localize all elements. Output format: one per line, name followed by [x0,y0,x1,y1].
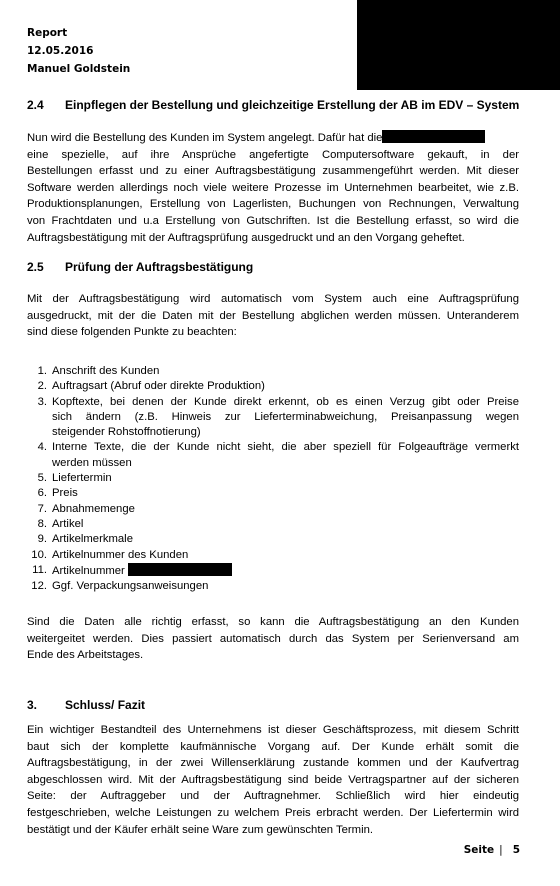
list-text: Artikelmerkmale [52,533,133,546]
redaction-bar [128,563,232,576]
list-number: 3. [37,395,47,408]
text-line: von Frachtdaten und u.a Erstellung von Gutschriften. Ist die Bestellung erfasst, so wird die [27,214,519,227]
text-line: eine spezielle, auf ihre Ansprüche angefertigte Computersoftware gekauft, in der [27,148,519,161]
text-line: Sind die Daten alle richtig erfasst, so kann die Auftragsbestätigung an den Kunden [27,616,519,628]
list-item [27,364,519,379]
section-number: 2.4 [27,98,44,112]
text-line: Nun wird die Bestellung des Kunden im System angelegt. Dafür hat die [27,130,519,147]
page-label: Seite [463,844,495,856]
section-title: Einpflegen der Bestellung und gleichzeitige Erstellung der AB im EDV – System [65,98,520,112]
list-item [27,395,519,441]
list-text: werden müssen [52,456,132,469]
list-text: steigender Rohstoffnotierung) [52,426,201,439]
list-item [27,502,519,517]
list-item [27,440,519,471]
list-text: Artikel [52,517,84,530]
check-list [27,364,519,594]
header-author: Manuel Goldstein [27,63,131,75]
list-number: 9. [37,533,47,546]
list-text: Ggf. Verpackungsanweisungen [52,580,209,593]
list-number: 4. [37,441,47,454]
redaction-block [357,0,560,90]
text-line: festgeschrieben, welche Leistungen zu welchem Preis erbracht werden. Der Liefertermin wird [27,806,519,819]
page-footer [464,844,520,856]
text-line: Ein wichtiger Bestandteil des Unternehmens ist dieser Geschäftsprozess, mit diesem Schritt [27,724,519,736]
text-line: Seite: der Auftraggeber und der Auftragnehmer. Schließlich wird hier eindeutig [27,790,519,803]
section-title: Prüfung der Auftragsbestätigung [65,260,254,274]
list-number: 10. [31,548,47,561]
text-line: Bestellungen erfasst und zu einer Auftragsbestätigung zusammengeführt werden. Mit dieser [27,165,519,178]
paragraph-3 [27,722,519,838]
section-heading-2-5 [27,260,253,274]
list-text: Artikelnummer des Kunden [52,548,189,561]
list-text: Abnahmemenge [52,502,135,515]
list-item [27,548,519,563]
text-line: weitergeitet werden. Dies passiert automatisch durch das System per Serienversand am [27,632,519,645]
text-line: Auftragsbestätigung mit der Auftragsprüfung ausgedruckt und an den Vorgang geheftet. [27,231,465,244]
text-line: sind diese folgenden Punkte zu beachten: [27,326,237,339]
text-line: Mit der Auftragsbestätigung wird automatisch vom System auch eine Auftragsprüfung [27,293,519,305]
list-number: 6. [37,487,47,500]
list-item [27,471,519,486]
report-header [27,24,130,78]
list-number: 5. [37,472,47,485]
list-text: Liefertermin [52,472,112,485]
list-number: 11. [32,563,47,576]
paragraph-2-4 [27,130,519,246]
list-text: Interne Texte, die der Kunde nicht sieht, die aber speziell für Folgeaufträge vermerkt [52,441,519,454]
list-text: Preis [52,487,78,500]
list-item [27,579,519,594]
text-line: Software werden allerdings noch viele weitere Prozesse im Unternehmen bearbeitet, wie z.B. [27,181,519,194]
page-number: 5 [512,844,520,856]
list-text: Auftragsart (Abruf oder direkte Produktion) [52,380,265,393]
list-item [27,486,519,501]
list-text: sich ändern (z.B. Hinweis zur Lieferterminabweichung, Preisanpassung wegen [52,410,519,423]
list-item [27,379,519,394]
section-title: Schluss/ Fazit [65,698,146,712]
list-text: Kopftexte, bei denen der Kunde direkt erkennt, ob es einen Verzug gibt oder Preise [52,395,519,408]
section-heading-2-4 [27,98,519,112]
list-number: 12. [31,580,47,593]
list-item [27,532,519,547]
footer-separator: | [499,844,503,856]
header-date: 12.05.2016 [27,45,94,57]
section-number: 2.5 [27,260,44,274]
text-line: ausgedruckt, mit der die Daten mit der Bestellung abglichen werden müssen. Unteranderem [27,309,519,322]
section-heading-3 [27,698,145,712]
text-line: abgeschlossen wird. Mit der Auftragsbestätigung sind beide Vertragspartner auf der sicheren [27,773,519,786]
text-line: Produktionsplanungen, Erstellung von Lagerlisten, Buchungen von Rechnungen, Verwaltung [27,198,519,211]
text-line: Ende des Arbeitstages. [27,649,144,662]
text-line: Auftragsbestätigung, in der zwei Willenserklärung zustande kommen und der Kaufvertrag [27,757,519,770]
list-text: Anschrift des Kunden [52,365,160,377]
paragraph-2-5-outro [27,614,519,664]
list-item [27,517,519,532]
list-number: 1. [37,365,47,377]
header-title: Report [27,27,68,39]
list-text: Artikelnummer [52,563,519,579]
text-line: baut sich der komplette kaufmännische Vorgang auf. Der Kunde erhält somit die [27,740,519,753]
list-number: 8. [37,517,47,530]
list-number: 7. [37,502,47,515]
redaction-bar [382,130,485,143]
section-number: 3. [27,698,38,712]
text-line: bestätigt und der Käufer erhält seine Ware zum gewünschten Termin. [27,823,373,836]
paragraph-2-5-intro [27,291,519,341]
list-number: 2. [37,380,47,393]
list-item [27,563,519,579]
